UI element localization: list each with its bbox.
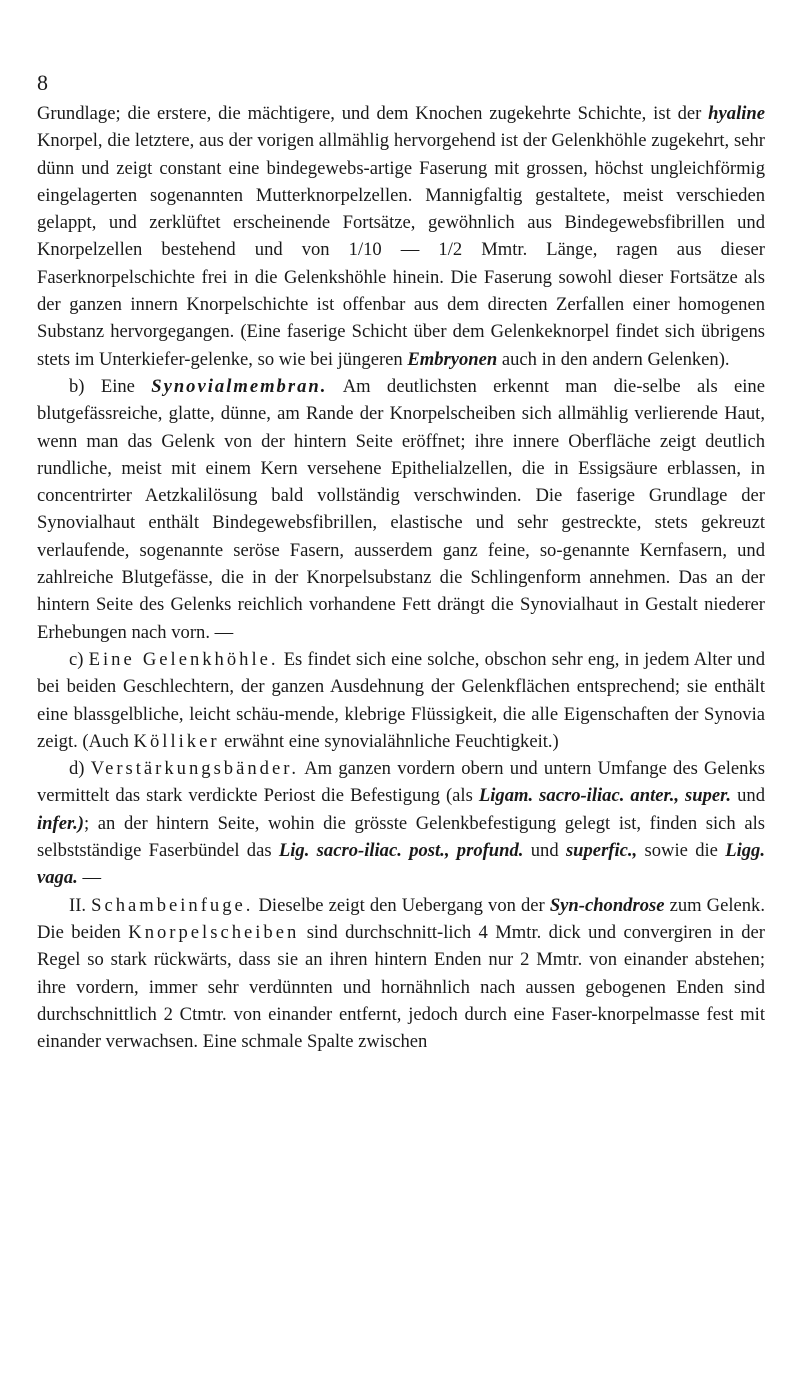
- text-run: sowie die: [637, 840, 726, 862]
- text-run: und: [731, 785, 765, 807]
- text-run: zum Gelenk. Die beiden: [37, 894, 765, 943]
- paragraph-schambeinfuge: [37, 892, 765, 1056]
- paragraph-hyaline-cartilage: [37, 100, 765, 373]
- term-ligg: Ligg. vaga.: [37, 840, 766, 889]
- heading-gelenkhoehle: Eine Gelenkhöhle.: [88, 648, 279, 670]
- term-embryonen: Embryonen: [407, 348, 498, 370]
- text-run: Am ganzen vordern obern und untern Umfange des Gelenks vermittelt das stark verdickte Periost die Befestigung (als: [37, 758, 765, 807]
- paragraph-verstaerkungsbaender: [37, 755, 765, 891]
- text-run: sind durchschnitt-lich 4 Mmtr. dick und convergiren in der Regel so stark rückwärts, dass sie an ihren hintern Enden nur 2 Mmtr. von einander abstehen; ihre vordern, immer sehr verdünnten und hornähnlich nach aussen gebogenen Enden sind durchschnittlich 2 Ctmtr. von einander entfernt, jedoch durch eine Faser-knorpelmasse fest mit einander verwachsen. Eine schmale Spalte zwischen: [37, 921, 765, 1053]
- author-koelliker: Kölliker: [133, 730, 220, 752]
- text-run: ; an der hintern Seite, wohin die grösste Gelenkbefestigung gelegt ist, finden sich als selbstständige Faserbündel das: [37, 812, 765, 862]
- text-run: —: [77, 867, 102, 889]
- text-run: —: [381, 239, 439, 261]
- text-run: b) Eine: [69, 375, 152, 397]
- text-run: Grundlage; die erstere, die mächtigere, und dem Knochen zugekehrte Schichte, ist der: [37, 103, 709, 124]
- heading-synovialmembran: Synovialmembran.: [151, 375, 328, 397]
- fraction: 1/2: [438, 239, 463, 261]
- page-number: 8: [37, 70, 48, 95]
- paragraph-gelenkhoehle: [37, 646, 765, 755]
- text-run: auch in den andern Gelenken).: [497, 348, 730, 370]
- text-run: Dieselbe zeigt den Uebergang von der: [253, 894, 550, 916]
- fraction: 1/10: [348, 239, 382, 261]
- term-superfic: superfic.,: [565, 840, 638, 862]
- term-lig: Lig. sacro-iliac. post., profund.: [278, 840, 524, 862]
- text-run: II.: [69, 894, 92, 916]
- paragraph-synovialmembran: [37, 373, 765, 646]
- term-ligam: Ligam. sacro-iliac. anter., super.: [478, 785, 732, 807]
- text-run: Es findet sich eine solche, obschon sehr eng, in jedem Alter und bei beiden Geschlechtern, der ganzen Ausdehnung der Gelenkflächen entsprechend; sie enthält eine blassgelbliche, leicht schäu-mende, klebrige Flüssigkeit, die alle Eigenschaften der Synovia zeigt. (Auch: [37, 648, 766, 752]
- text-run: c): [69, 648, 89, 670]
- term-knorpelscheiben: Knorpelscheiben: [128, 921, 300, 943]
- term-infer: infer.): [37, 812, 85, 834]
- heading-schambeinfuge: Schambeinfuge.: [91, 894, 254, 916]
- term-hyaline: hyaline: [708, 103, 765, 124]
- text-run: Am deutlichsten erkennt man die-selbe als eine blutgefässreiche, glatte, dünne, am Rande der Knorpelscheiben sich allmählig verlierende Haut, wenn man das Gelenk von der hintern Seite eröffnet; ihre innere Oberfläche zeigt deutlich rundliche, meist mit einem Kern versehene Epithelialzellen, die in Essigsäure erblassen, in concentrirter Aetzkalilösung bald vollständig verschwinden. Die faserige Grundlage der Synovialhaut enthält Bindegewebsfibrillen, elastische und sehr gestreckte, stets gekreuzt verlaufende, sogenannte seröse Fasern, ausserdem ganz feine, so-genannte Kernfasern, und zahlreiche Blutgefässe, die in der Knorpelsubstanz die Schlingenform annehmen. Das an der hintern Seite des Gelenks reichlich vorhandene Fett drängt die Synovialhaut in Gestalt niederer Erhebungen nach vorn. —: [37, 375, 765, 643]
- text-run: erwähnt eine synovialähnliche Feuchtigkeit.): [219, 730, 559, 752]
- term-synchondrose: Syn-chondrose: [549, 894, 665, 916]
- text-run: und: [523, 840, 566, 862]
- body-text: [37, 100, 765, 1055]
- text-run: Knorpel, die letztere, aus der vorigen allmählig hervorgehend ist der Gelenkhöhle zugekehrt, sehr dünn und zeigt constant eine bindegewebs-artige Faserung mit grossen, höchst ungleichförmig eingelagerten sogenannten Mutterknorpelzellen. Mannigfaltig gestaltete, meist verschieden gelappt, und zerklüftet erscheinende Fortsätze, gewöhnlich aus Bindegewebsfibrillen und Knorpelzellen bestehend und von: [37, 130, 765, 261]
- text-run: Mmtr. Länge, ragen aus dieser Faserknorpelschichte frei in die Gelenkshöhle hinein. Die Faserung sowohl dieser Fortsätze als der ganzen innern Knorpelschichte ist offenbar aus dem directen Zerfallen einer homogenen Substanz hervorgegangen. (Eine faserige Schicht über dem Gelenkeknorpel findet sich übrigens stets im Unterkiefer-gelenke, so wie bei jüngeren: [37, 239, 766, 370]
- heading-verstaerkungsbaender: Verstärkungsbänder.: [90, 758, 300, 780]
- text-run: d): [69, 758, 91, 780]
